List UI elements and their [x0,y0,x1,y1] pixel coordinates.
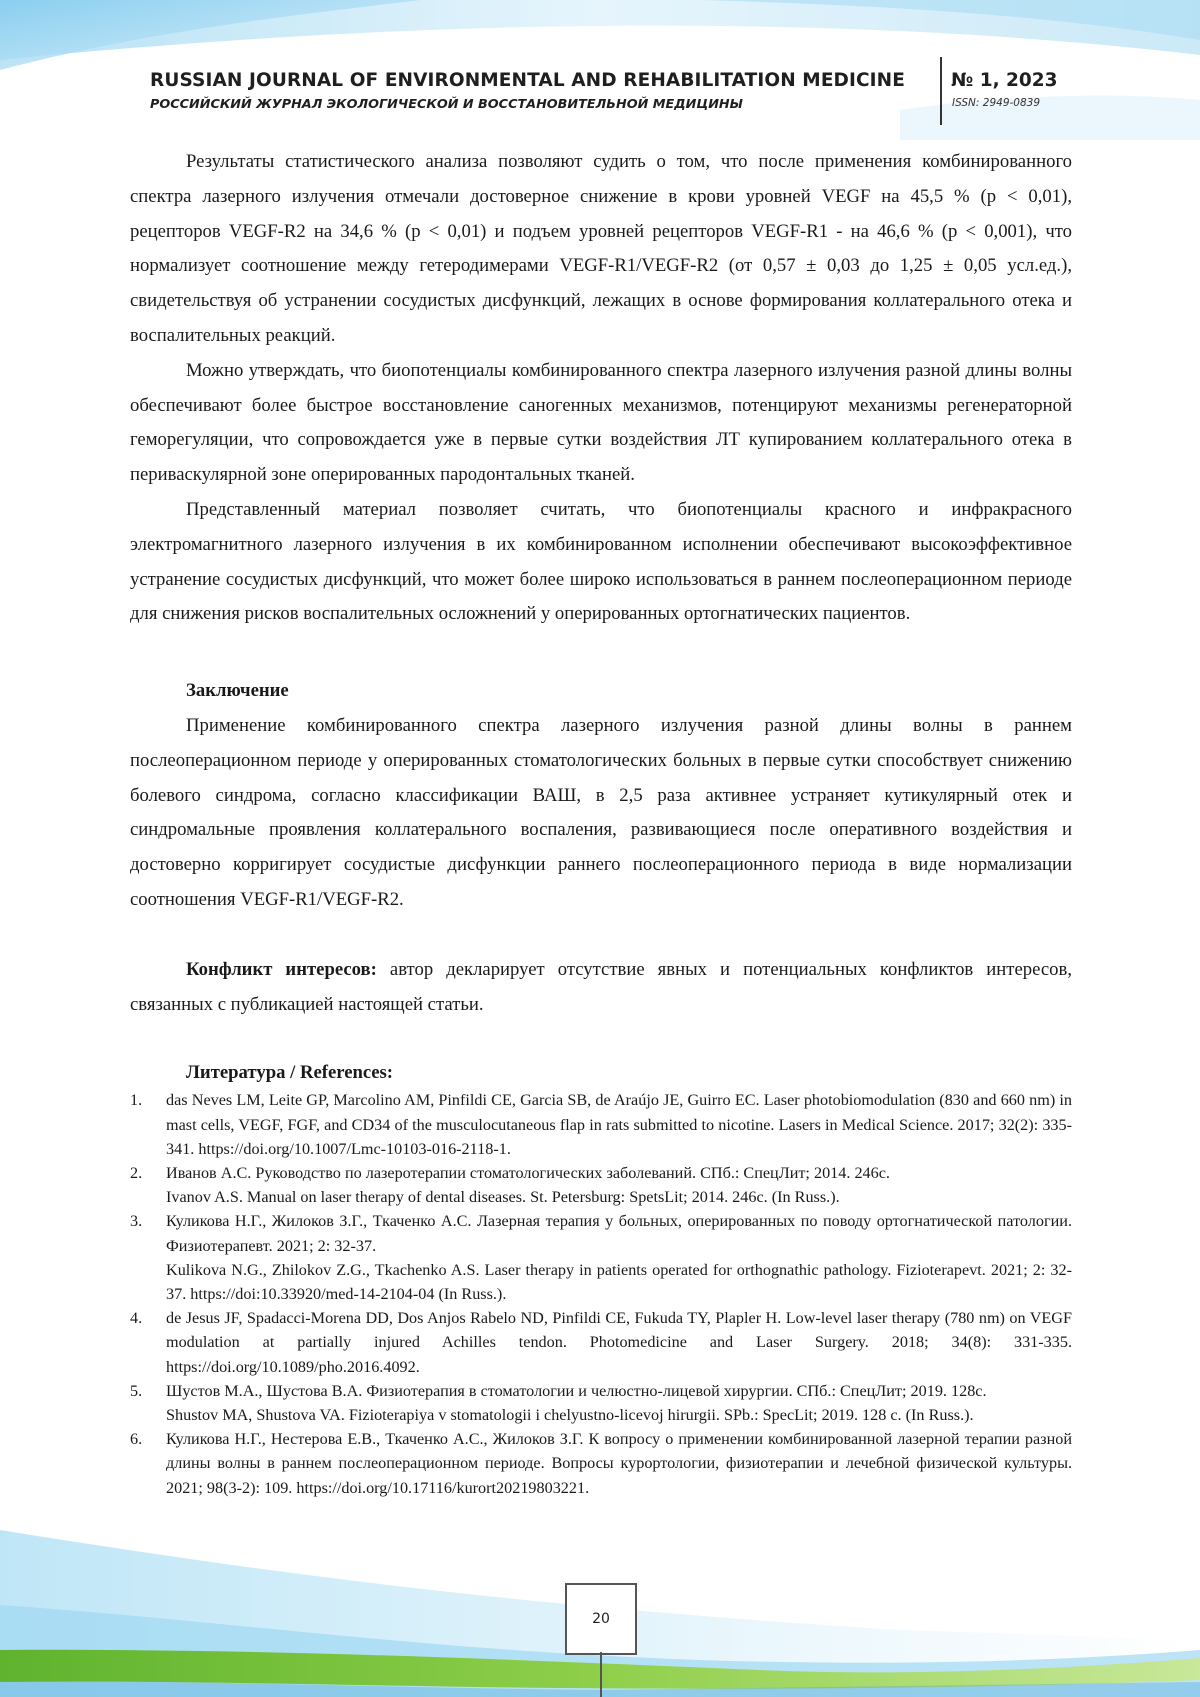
conflict-label: Конфликт интересов: [186,958,377,980]
conclusion-paragraph: Применение комбинированного спектра лазерного излучения разной длины волны в раннем послеоперационном периоде у оперированных стоматологических больных в первые сутки способствует снижению болевого синдрома, согласно классификации ВАШ, в 2,5 раза активнее устраняет кутикулярный отек и синдромальные проявления коллатерального воспаления, развивающиеся после оперативного воздействия и достоверно корригирует сосудистые дисфункции раннего послеоперационного периода в виде нормализации соотношения VEGF-R1/VEGF-R2. [130,714,1072,910]
reference-item [130,1209,1072,1306]
paragraph: Результаты статистического анализа позволяют судить о том, что после применения комбинированного спектра лазерного излучения отмечали достоверное снижение в крови уровней VEGF на 45,5 % (р ˂ 0,01), рецепторов VEGF-R2 на 34,6 % (р ˂ 0,01) и подъем уровней рецепторов VEGF-R1 - на 46,6 % (р ˂ 0,001), что нормализует соотношение между гетеродимерами VEGF-R1/VEGF-R2 (от 0,57 ± 0,03 до 1,25 ± 0,05 усл.ед.), свидетельствуя об устранении сосудистых дисфункций, лежащих в основе формирования коллатерального отека и воспалительных реакций. [130,151,1072,346]
reference-text: das Neves LM, Leite GP, Marcolino AM, Pinfildi CE, Garcia SB, de Araújo JE, Guirro EC. Laser photobiomodulation (830 and 660 nm) in mast cells, VEGF, FGF, and CD34 of the musculocutaneous flap in rats submitted to nicotine. Lasers in Medical Science. 2017; 32(2): 335-341. https://doi.org/10.1007/Lmc-10103-016-2118-1. [166,1091,1072,1158]
reference-number: 3. [130,1212,143,1231]
reference-number: 1. [130,1091,143,1110]
reference-text: Куликова Н.Г., Жилоков З.Г., Ткаченко А.С. Лазерная терапия у больных, оперированных по поводу ортогнатической патологии. Физиотерапевт. 2021; 2: 32-37. [166,1212,1072,1255]
reference-item [130,1379,1072,1427]
reference-number: 6. [130,1430,143,1449]
conflict-of-interest [130,953,1072,1023]
reference-text: Шустов М.А., Шустова В.А. Физиотерапия в стоматологии и челюстно-лицевой хирургии. СПб.: СпецЛит; 2019. 128с. [166,1381,987,1400]
header-divider [940,57,942,125]
page-number-stem [600,1652,602,1697]
reference-text: Куликова Н.Г., Нестерова Е.В., Ткаченко А.С., Жилоков З.Г. К вопросу о применении комбинированной лазерной терапии разной длины волны в раннем послеоперационном периоде. Вопросы курортологии, физиотерапии и лечебной физической культуры. 2021; 98(3-2): 109. https://doi.org/10.17116/kurort20219803221. [166,1430,1072,1497]
journal-header [150,70,1150,125]
reference-number: 5. [130,1381,143,1400]
conclusion-heading: Заключение [186,680,289,702]
reference-item [130,1161,1072,1209]
reference-item [130,1427,1072,1500]
reference-number: 2. [130,1163,143,1182]
references-list [130,1088,1072,1499]
reference-item [130,1088,1072,1161]
references-heading: Литература / References: [186,1062,394,1084]
issue-number: № 1, 2023 [951,70,1058,91]
reference-text-translit: Shustov MA, Shustova VA. Fizioterapiya v stomatologii i chelyustno-licevoj hirurgii. SPb.: SpecLit; 2019. 128 с. (In Russ.). [166,1405,974,1424]
reference-text-translit: Kulikova N.G., Zhilokov Z.G., Tkachenko A.S. Laser therapy in patients operated for orthognathic pathology. Fizioterapevt. 2021; 2: 32-37. https://doi:10.33920/med-14-2104-04 (In Russ.). [166,1260,1072,1303]
paragraph: Представленный материал позволяет считать, что биопотенциалы красного и инфракрасного электромагнитного лазерного излучения в их комбинированном исполнении обеспечивают высокоэффективное устранение сосудистых дисфункций, что может более широко использоваться в раннем послеоперационном периоде для снижения рисков воспалительных осложнений у оперированных ортогнатических пациентов. [130,498,1072,625]
paragraph: Можно утверждать, что биопотенциалы комбинированного спектра лазерного излучения разной длины волны обеспечивают более быстрое восстановление саногенных механизмов, потенцируют механизмы регенераторной геморегуляции, что сопровождается уже в первые сутки воздействия ЛТ купированием коллатерального отека в периваскулярной зоне оперированных пародонтальных тканей. [130,359,1072,486]
reference-number: 4. [130,1309,143,1328]
journal-title-ru: РОССИЙСКИЙ ЖУРНАЛ ЭКОЛОГИЧЕСКОЙ И ВОССТАНОВИТЕЛЬНОЙ МЕДИЦИНЫ [150,97,743,112]
article-body [130,145,1072,1500]
reference-text: Иванов А.С. Руководство по лазеротерапии стоматологических заболеваний. СПб.: СпецЛит; 2014. 246с. [166,1163,890,1182]
reference-text: de Jesus JF, Spadacci-Morena DD, Dos Anjos Rabelo ND, Pinfildi CE, Fukuda TY, Plapler H. Low-level laser therapy (780 nm) on VEGF modulation at partially injured Achilles tendon. Photomedicine and Laser Surgery. 2018; 34(8): 331-335. https://doi.org/10.1089/pho.2016.4092. [166,1309,1072,1376]
journal-title-en: RUSSIAN JOURNAL OF ENVIRONMENTAL AND REHABILITATION MEDICINE [150,70,905,91]
issn: ISSN: 2949-0839 [952,97,1041,109]
reference-text-translit: Ivanov A.S. Manual on laser therapy of dental diseases. St. Petersburg: SpetsLit; 2014. 246с. (In Russ.). [166,1188,840,1207]
conflict-text: автор декларирует отсутствие явных и потенциальных конфликтов интересов, связанных с публикацией настоящей статьи. [130,958,1072,1015]
page-number: 20 [565,1583,637,1655]
reference-item [130,1306,1072,1379]
